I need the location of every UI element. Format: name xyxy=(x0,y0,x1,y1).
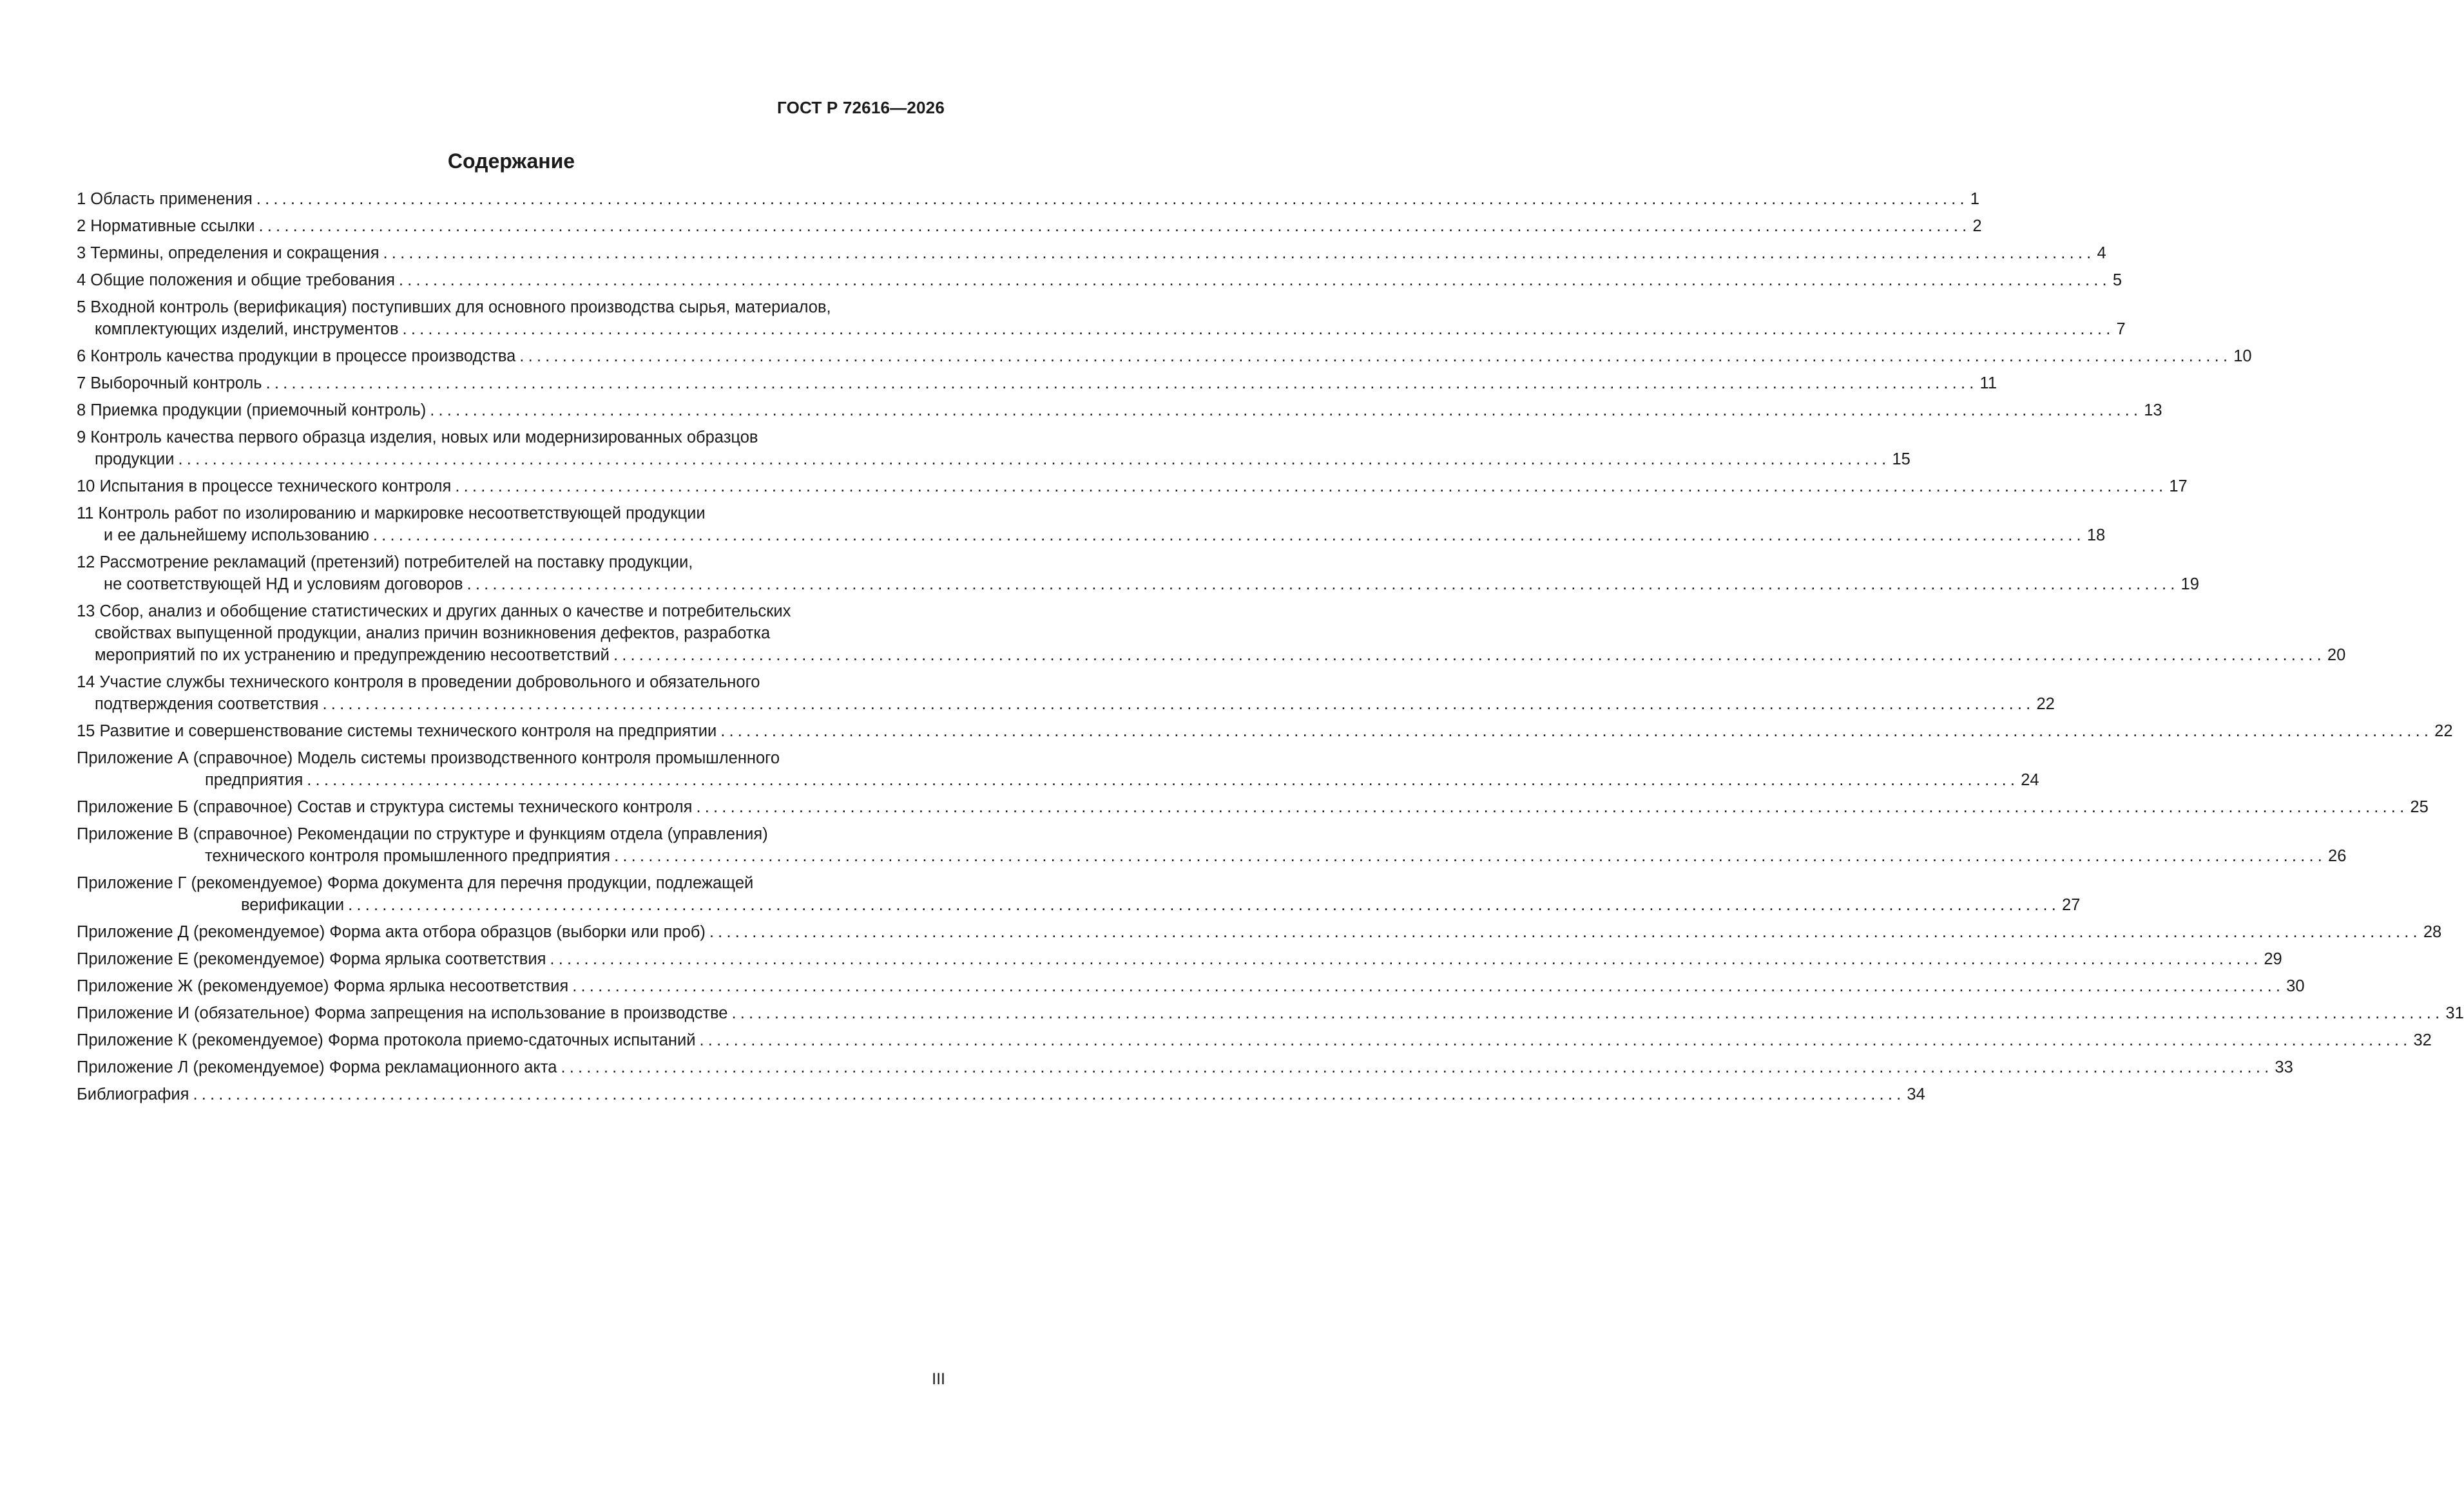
toc-entry-title-continued: мероприятий по их устранению и предупреждению несоответствий xyxy=(95,646,610,664)
dot-leader: ........................................................................................................................................................................................................ xyxy=(731,1004,2444,1022)
toc-entry[interactable] xyxy=(77,551,2199,595)
dot-leader: ........................................................................................................................................................................................................ xyxy=(348,896,2061,914)
toc-entry[interactable] xyxy=(77,1056,2293,1078)
toc-entry-title: 6 Контроль качества продукции в процессе производства xyxy=(77,347,516,365)
toc-entry[interactable] xyxy=(77,215,1982,237)
toc-entry-page: 25 xyxy=(2410,798,2429,816)
toc-entry-title-continued: не соответствующей НД и условиям договоров xyxy=(104,575,463,593)
toc-entry-page: 24 xyxy=(2021,771,2039,789)
toc-entry[interactable] xyxy=(77,399,2162,421)
toc-entry-title: 13 Сбор, анализ и обобщение статистических и других данных о качестве и потребительских xyxy=(77,602,791,620)
page-number: III xyxy=(932,1370,945,1388)
dot-leader: ........................................................................................................................................................................................................ xyxy=(398,271,2111,289)
toc-entry-page: 30 xyxy=(2286,977,2305,995)
toc-entry-title: 1 Область применения xyxy=(77,190,253,208)
toc-entry-title: Приложение И (обязательное) Форма запрещения на использование в производстве xyxy=(77,1004,728,1022)
dot-leader: ........................................................................................................................................................................................................ xyxy=(613,646,2325,664)
dot-leader: ........................................................................................................................................................................................................ xyxy=(256,190,1968,208)
toc-entry-page: 32 xyxy=(2413,1031,2432,1049)
toc-entry-title: 14 Участие службы технического контроля в проведении добровольного и обязательного xyxy=(77,673,760,691)
dot-leader: ........................................................................................................................................................................................................ xyxy=(519,347,2232,365)
toc-entry-title: Приложение Б (справочное) Состав и структура системы технического контроля xyxy=(77,798,693,816)
toc-entry-page: 7 xyxy=(2116,320,2126,338)
dot-leader: ........................................................................................................................................................................................................ xyxy=(322,695,2035,713)
toc-entry[interactable] xyxy=(77,426,1911,470)
toc-entry-page: 15 xyxy=(1892,450,1911,468)
dot-leader: ........................................................................................................................................................................................................ xyxy=(572,977,2285,995)
toc-entry-title: Приложение Г (рекомендуемое) Форма документа для перечня продукции, подлежащей xyxy=(77,874,754,892)
toc-entry-title: 3 Термины, определения и сокращения xyxy=(77,244,380,262)
toc-entry-page: 22 xyxy=(2036,695,2055,713)
toc-entry-title: 2 Нормативные ссылки xyxy=(77,217,255,235)
dot-leader: ........................................................................................................................................................................................................ xyxy=(550,950,2262,968)
toc-entry-title: 4 Общие положения и общие требования xyxy=(77,271,395,289)
toc-entry-title-continued: подтверждения соответствия xyxy=(95,695,319,713)
toc-entry-page: 20 xyxy=(2327,646,2346,664)
toc-entry-page: 18 xyxy=(2086,526,2106,544)
toc-entry[interactable] xyxy=(77,1083,1925,1105)
toc-entry-title: Приложение Ж (рекомендуемое) Форма ярлыка несоответствия xyxy=(77,977,569,995)
toc-entry[interactable] xyxy=(77,242,2106,264)
dot-leader: ........................................................................................................................................................................................................ xyxy=(696,798,2409,816)
toc-entry[interactable] xyxy=(77,188,1979,210)
dot-leader: ........................................................................................................................................................................................................ xyxy=(561,1058,2273,1076)
dot-leader: ........................................................................................................................................................................................................ xyxy=(178,450,1891,468)
dot-leader: ........................................................................................................................................................................................................ xyxy=(709,923,2421,941)
toc-entry-title: 5 Входной контроль (верификация) поступивших для основного производства сырья, материалов, xyxy=(77,298,831,316)
toc-entry-title: 9 Контроль качества первого образца изделия, новых или модернизированных образцов xyxy=(77,428,758,446)
toc-entry-title: Приложение Е (рекомендуемое) Форма ярлыка соответствия xyxy=(77,950,546,968)
toc-entry[interactable] xyxy=(77,921,2442,943)
toc-entry-title: 7 Выборочный контроль xyxy=(77,374,262,392)
toc-entry[interactable] xyxy=(77,1002,2464,1024)
dot-leader: ........................................................................................................................................................................................................ xyxy=(402,320,2115,338)
dot-leader: ........................................................................................................................................................................................................ xyxy=(455,477,2168,495)
dot-leader: ........................................................................................................................................................................................................ xyxy=(193,1085,1905,1103)
toc-entry[interactable] xyxy=(77,345,2252,367)
toc-entry-page: 29 xyxy=(2264,950,2282,968)
toc-entry-title: Приложение Д (рекомендуемое) Форма акта отбора образцов (выборки или проб) xyxy=(77,923,706,941)
toc-entry-page: 4 xyxy=(2097,244,2106,262)
toc-entry-title-continued: и ее дальнейшему использованию xyxy=(104,526,369,544)
toc-entry[interactable] xyxy=(77,372,1997,394)
toc-entry-page: 1 xyxy=(1970,190,1979,208)
toc-entry[interactable] xyxy=(77,475,2188,497)
dot-leader: ........................................................................................................................................................................................................ xyxy=(372,526,2085,544)
toc-entry-title: 8 Приемка продукции (приемочный контроль) xyxy=(77,401,427,419)
toc-entry-page: 34 xyxy=(1907,1085,1925,1103)
toc-entry-page: 31 xyxy=(2445,1004,2464,1022)
dot-leader: ........................................................................................................................................................................................................ xyxy=(258,217,1971,235)
toc-entry-title: Библиография xyxy=(77,1085,189,1103)
toc-entry-title: Приложение А (справочное) Модель системы производственного контроля промышленного xyxy=(77,749,780,767)
toc-entry-page: 27 xyxy=(2062,896,2081,914)
toc-entry-title-continued: верификации xyxy=(241,896,345,914)
toc-entry[interactable] xyxy=(77,720,2453,742)
toc-entry[interactable] xyxy=(77,975,2305,997)
toc-entry-title: Приложение Л (рекомендуемое) Форма рекламационного акта xyxy=(77,1058,557,1076)
toc-entry-page: 26 xyxy=(2328,847,2347,865)
toc-entry-title-continued: свойствах выпущенной продукции, анализ причин возникновения дефектов, разработка xyxy=(95,624,771,642)
toc-entry-page: 5 xyxy=(2112,271,2122,289)
dot-leader: ........................................................................................................................................................................................................ xyxy=(467,575,2179,593)
toc-entry-page: 19 xyxy=(2180,575,2199,593)
dot-leader: ........................................................................................................................................................................................................ xyxy=(430,401,2142,419)
dot-leader: ........................................................................................................................................................................................................ xyxy=(614,847,2327,865)
toc-entry-page: 33 xyxy=(2275,1058,2293,1076)
toc-entry-page: 28 xyxy=(2423,923,2442,941)
toc-entry-title: 10 Испытания в процессе технического контроля xyxy=(77,477,452,495)
toc-entry-title: 11 Контроль работ по изолированию и маркировке несоответствующей продукции xyxy=(77,504,706,522)
dot-leader: ........................................................................................................................................................................................................ xyxy=(383,244,2095,262)
document-code: ГОСТ Р 72616—2026 xyxy=(777,98,945,117)
toc-entry[interactable] xyxy=(77,600,2346,666)
toc-entry-page: 22 xyxy=(2434,722,2453,740)
toc-entry[interactable] xyxy=(77,747,2039,791)
toc-entry[interactable] xyxy=(77,502,2106,546)
dot-leader: ........................................................................................................................................................................................................ xyxy=(265,374,1978,392)
toc-entry[interactable] xyxy=(77,872,2081,916)
toc-entry-title: Приложение В (справочное) Рекомендации по структуре и функциям отдела (управления) xyxy=(77,825,768,843)
toc-entry[interactable] xyxy=(77,948,2282,970)
toc-entry-title-continued: предприятия xyxy=(205,771,303,789)
toc-entry-page: 13 xyxy=(2144,401,2162,419)
toc-entry[interactable] xyxy=(77,269,2122,291)
table-of-contents xyxy=(77,188,2464,1110)
dot-leader: ........................................................................................................................................................................................................ xyxy=(307,771,2019,789)
dot-leader: ........................................................................................................................................................................................................ xyxy=(699,1031,2412,1049)
toc-entry-title: Приложение К (рекомендуемое) Форма протокола приемо-сдаточных испытаний xyxy=(77,1031,696,1049)
toc-entry-title: 15 Развитие и совершенствование системы технического контроля на предприятии xyxy=(77,722,717,740)
toc-entry-title-continued: технического контроля промышленного предприятия xyxy=(205,847,611,865)
toc-entry[interactable] xyxy=(77,296,2126,340)
toc-entry-title-continued: комплектующих изделий, инструментов xyxy=(95,320,399,338)
toc-entry-page: 17 xyxy=(2169,477,2188,495)
toc-entry-page: 10 xyxy=(2233,347,2252,365)
toc-entry[interactable] xyxy=(77,671,2055,715)
toc-entry[interactable] xyxy=(77,796,2429,818)
toc-entry-page: 2 xyxy=(1972,217,1982,235)
dot-leader: ........................................................................................................................................................................................................ xyxy=(720,722,2433,740)
toc-entry[interactable] xyxy=(77,1029,2432,1051)
toc-entry-title-continued: продукции xyxy=(95,450,175,468)
page-title: Содержание xyxy=(447,149,575,173)
toc-entry-page: 11 xyxy=(1979,374,1997,392)
toc-entry-title: 12 Рассмотрение рекламаций (претензий) потребителей на поставку продукции, xyxy=(77,553,693,571)
toc-entry[interactable] xyxy=(77,823,2347,867)
